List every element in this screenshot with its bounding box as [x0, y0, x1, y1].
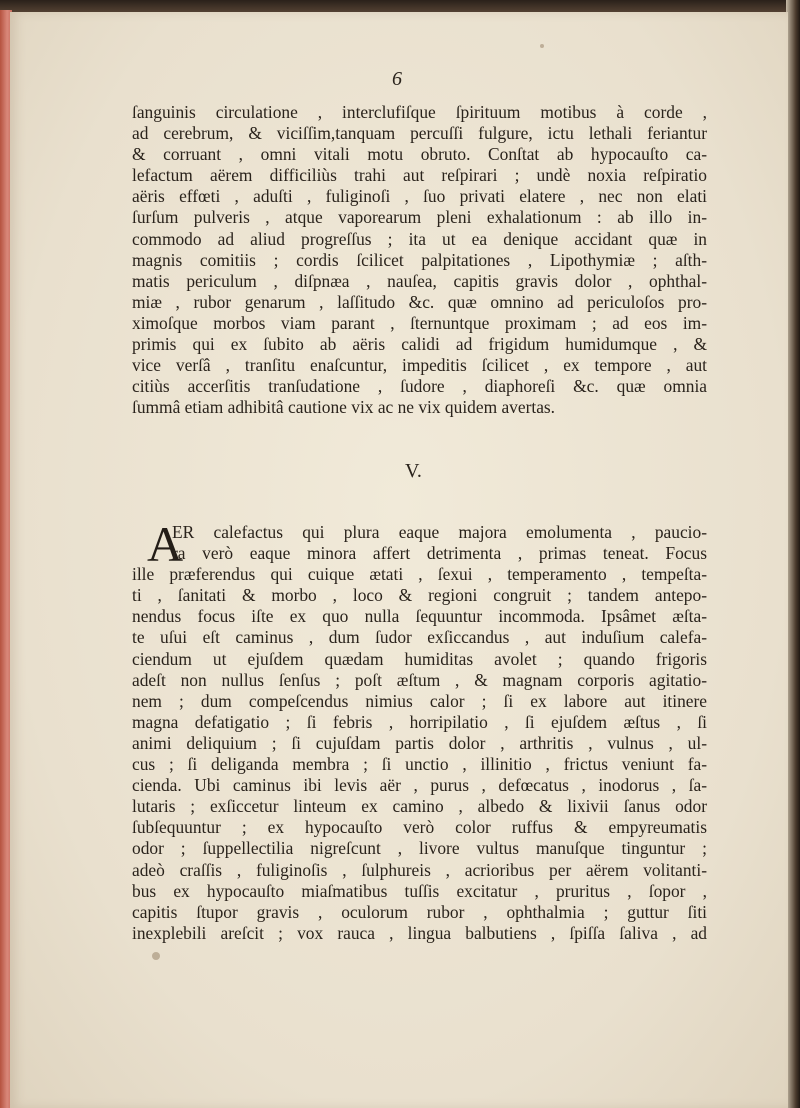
- text-line: citiùs accerſitis tranſudatione , ſudore , diaphoreſi &c. quæ omnia: [132, 376, 707, 397]
- paper-stain: [152, 952, 160, 960]
- text-line: ciendum ut ejuſdem quædam humiditas avolet ; quando frigoris: [132, 648, 707, 669]
- text-line: adeò craſſis , fuliginoſis , ſulphureis , acrioribus per aërem volitanti-: [132, 859, 707, 880]
- text-line: aëris effœti , aduſti , fuliginoſi , ſuo privati elatere , nec non elati: [132, 186, 707, 207]
- text-line: nendus focus iſte ex quo nulla ſequuntur incommoda. Ipsâmet æſta-: [132, 606, 707, 627]
- text-line: ille præferendus qui cuique ætati , ſexui , temperamento , tempeſta-: [132, 564, 707, 585]
- text-line: lutaris ; exſiccetur linteum ex camino , albedo & lixivii ſanus odor: [132, 796, 707, 817]
- text-line: ximoſque morbos viam parant , ſternuntque proximam ; ad eos im-: [132, 312, 707, 333]
- text-line: te uſui eſt caminus , dum ſudor exſiccandus , aut induſium calefa-: [132, 627, 707, 648]
- text-line: ad cerebrum, & viciſſim,tanquam percuſſi fulgure, ictu lethali feriantur: [132, 123, 707, 144]
- text-line: magnis comitiis ; cordis ſcilicet palpitationes , Lipothymiæ ; aſth-: [132, 249, 707, 270]
- text-line: magna defatigatio ; ſi febris , horripilatio , ſi ejuſdem æſtus , ſi: [132, 711, 707, 732]
- paragraph-1: [132, 102, 707, 418]
- text-line: primis qui ex ſubito ab aëris calidi ad frigidum humidumque , &: [132, 334, 707, 355]
- paper-stain: [540, 44, 544, 48]
- text-line: ſubſequuntur ; ex hypocauſto verò color ruffus & empyreumatis: [132, 817, 707, 838]
- text-line: ti , ſanitati & morbo , loco & regioni congruit ; tandem antepo-: [132, 585, 707, 606]
- text-line: ra verò eaque minora affert detrimenta , primas teneat. Focus: [172, 543, 707, 564]
- drop-cap-letter: A: [147, 516, 184, 572]
- text-line: capitis ſtupor gravis , oculorum rubor , ophthalmia ; guttur ſiti: [132, 901, 707, 922]
- page-number: 6: [392, 68, 402, 90]
- section-heading: V.: [405, 460, 422, 482]
- text-line: & corruant , omni vitali motu obruto. Conſtat ab hypocauſto ca-: [132, 144, 707, 165]
- book-right-edge: [786, 0, 800, 1108]
- text-line: odor ; ſuppellectilia nigreſcunt , livore vultus manuſque tinguntur ;: [132, 838, 707, 859]
- text-line: miæ , rubor genarum , laſſitudo &c. quæ omnino ad periculoſos pro-: [132, 291, 707, 312]
- text-line: adeſt non nullus ſenſus ; poſt æſtum , & magnam corporis agitatio-: [132, 669, 707, 690]
- text-line: ſurſum pulveris , atque vaporearum pleni exhalationum : ab illo in-: [132, 207, 707, 228]
- paragraph-2: [132, 522, 707, 944]
- text-line: nem ; dum compeſcendus nimius calor ; ſi ex labore aut itinere: [132, 690, 707, 711]
- text-line: ER calefactus qui plura eaque majora emolumenta , paucio-: [172, 522, 707, 542]
- text-line: ſanguinis circulatione , interclufiſque ſpirituum motibus à corde ,: [132, 102, 707, 122]
- text-line: matis periculum , diſpnæa , nauſea, capitis gravis dolor , ophthal-: [132, 270, 707, 291]
- text-line: animi deliquium ; ſi cujuſdam partis dolor , arthritis , vulnus , ul-: [132, 732, 707, 753]
- text-line: bus ex hypocauſto miaſmatibus tuſſis excitatur , pruritus , ſopor ,: [132, 880, 707, 901]
- text-line: ſummâ etiam adhibitâ cautione vix ac ne vix quidem avertas.: [132, 397, 556, 418]
- text-line: inexplebili areſcit ; vox rauca , lingua balbutiens , ſpiſſa ſaliva , ad: [132, 922, 707, 943]
- text-line: cienda. Ubi caminus ibi levis aër , purus , defœcatus , inodorus , ſa-: [132, 775, 707, 796]
- text-line: cus ; ſi deliganda membra ; ſi unctio , illinitio , frictus veniunt fa-: [132, 754, 707, 775]
- text-line: vice verſâ , tranſitu enaſcuntur, impeditis ſcilicet , ex tempore , aut: [132, 355, 707, 376]
- text-line: lefactum aërem difficiliùs trahi aut reſpirari ; undè noxia reſpiratio: [132, 165, 707, 186]
- text-line: commodo ad aliud progreſſus ; ita ut ea denique accidant quæ in: [132, 228, 707, 249]
